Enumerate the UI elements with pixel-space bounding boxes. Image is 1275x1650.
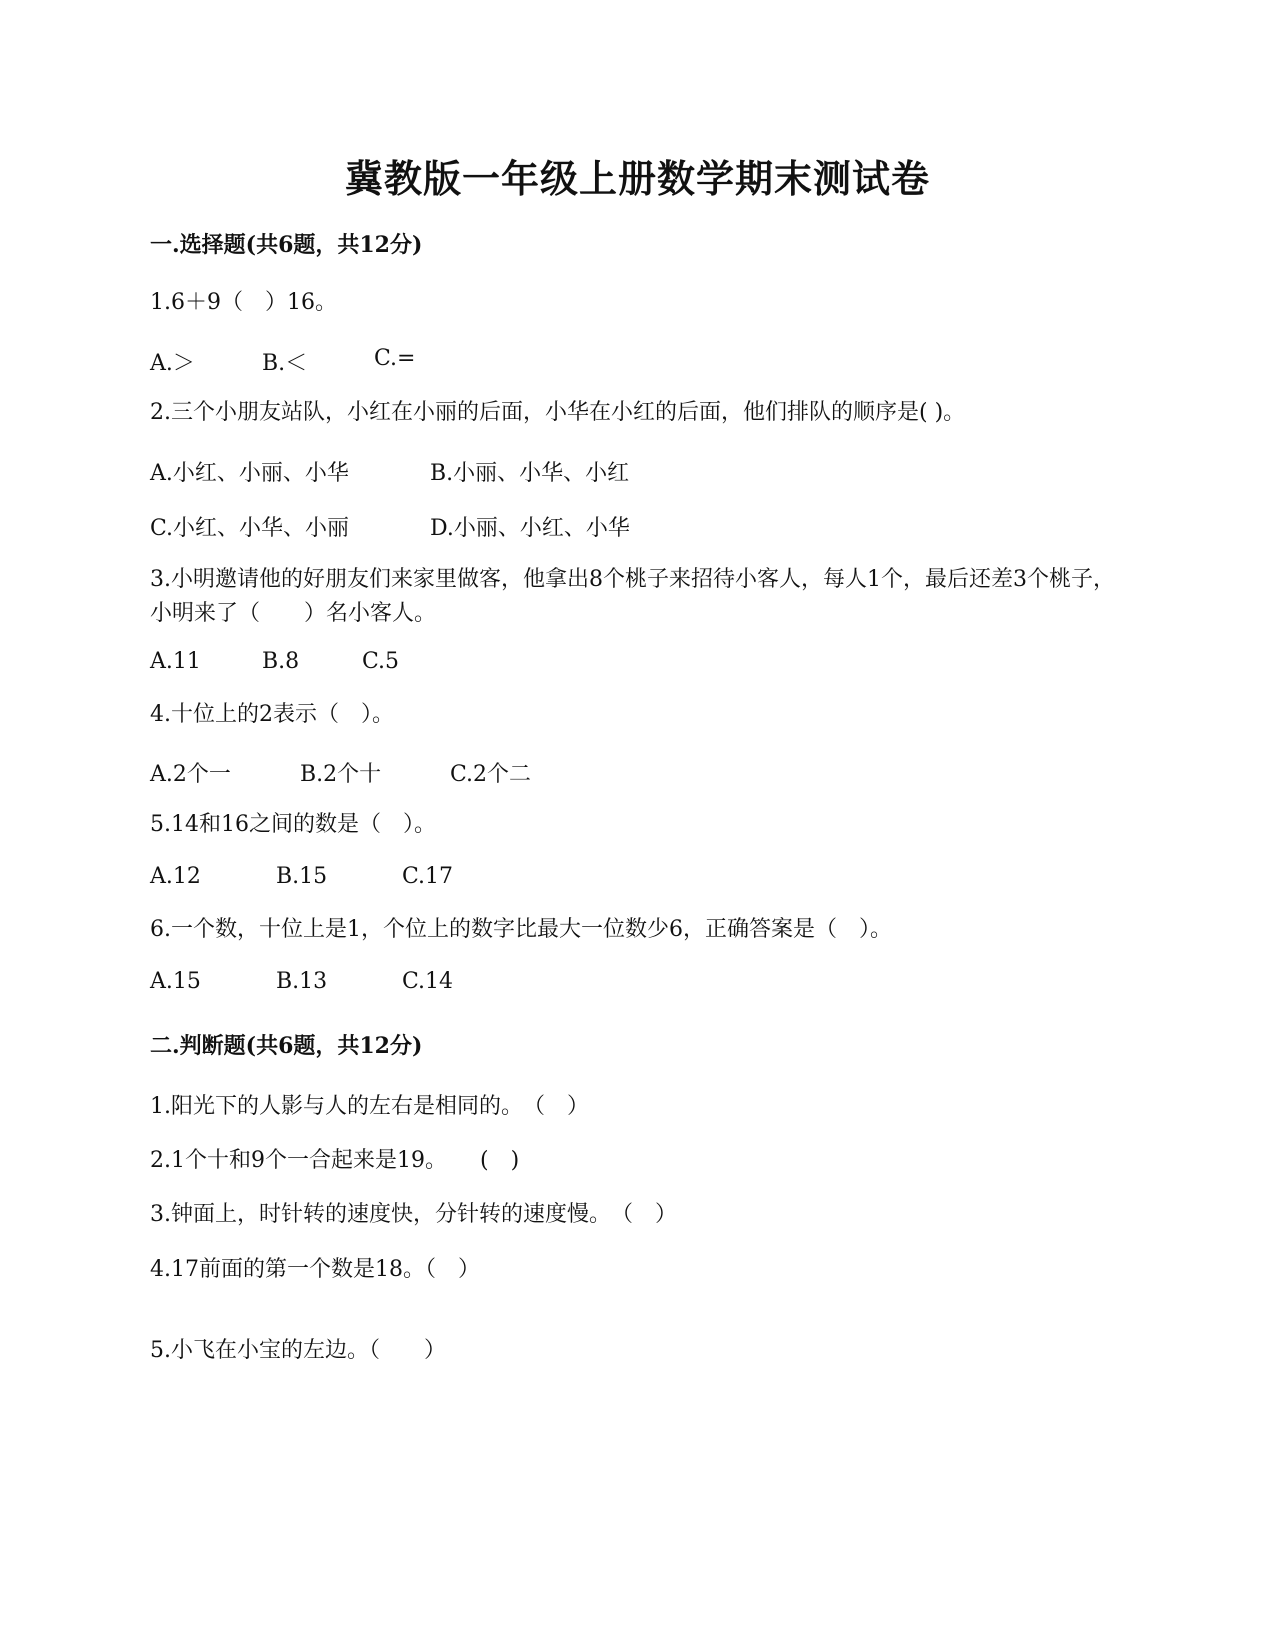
page-title: 冀教版一年级上册数学期末测试卷	[344, 156, 930, 201]
question-3-option-a: A.11	[150, 649, 201, 674]
question-6-option-c: C.14	[402, 969, 454, 994]
question-1-option-c: C.=	[374, 346, 416, 371]
question-1-stem: 1.6＋9（ ）16。	[150, 290, 337, 315]
question-6-option-b: B.13	[276, 969, 328, 994]
judge-item-3: 3.钟面上，时针转的速度快，分针转的速度慢。 （ ）	[150, 1202, 677, 1227]
judge-item-4: 4.17前面的第一个数是18。（ ）	[150, 1257, 480, 1282]
question-6-stem: 6.一个数，十位上是1，个位上的数字比最大一位数少6，正确答案是（ ）。	[150, 917, 892, 942]
question-5-option-b: B.15	[276, 864, 328, 889]
question-5-option-a: A.12	[150, 864, 201, 889]
section-heading-choice: 一.选择题(共6题，共12分)	[150, 232, 423, 258]
judge-item-2: 2.1个十和9个一合起来是19。 ( )	[150, 1148, 520, 1173]
question-5-stem: 5.14和16之间的数是（ ）。	[150, 812, 436, 837]
question-1-option-b: B.＜	[262, 351, 308, 376]
section-heading-true-false: 二.判断题(共6题，共12分)	[150, 1033, 423, 1059]
question-2-option-b: B.小丽、小华、小红	[430, 461, 630, 486]
question-4-option-b: B.2个十	[300, 762, 382, 787]
question-3-stem: 3.小明邀请他的好朋友们来家里做客，他拿出8个桃子来招待小客人，每人1个，最后还差3个桃子，小明来了（ ）名小客人。	[150, 567, 1115, 626]
question-4-stem: 4.十位上的2表示（ ）。	[150, 702, 394, 727]
question-3-option-b: B.8	[262, 649, 300, 674]
question-2-stem: 2.三个小朋友站队，小红在小丽的后面，小华在小红的后面，他们排队的顺序是( )。	[150, 400, 966, 425]
question-3-option-c: C.5	[362, 649, 400, 674]
judge-item-5: 5.小飞在小宝的左边。（ ）	[150, 1338, 446, 1363]
question-2-option-d: D.小丽、小红、小华	[430, 516, 630, 541]
question-2-option-a: A.小红、小丽、小华	[150, 461, 349, 486]
question-4-option-a: A.2个一	[150, 762, 231, 787]
question-1-option-a: A.＞	[150, 351, 195, 376]
question-5-option-c: C.17	[402, 864, 454, 889]
question-4-option-c: C.2个二	[450, 762, 532, 787]
judge-item-1: 1.阳光下的人影与人的左右是相同的。 （ ）	[150, 1094, 589, 1119]
question-2-option-c: C.小红、小华、小丽	[150, 516, 350, 541]
question-6-option-a: A.15	[150, 969, 201, 994]
